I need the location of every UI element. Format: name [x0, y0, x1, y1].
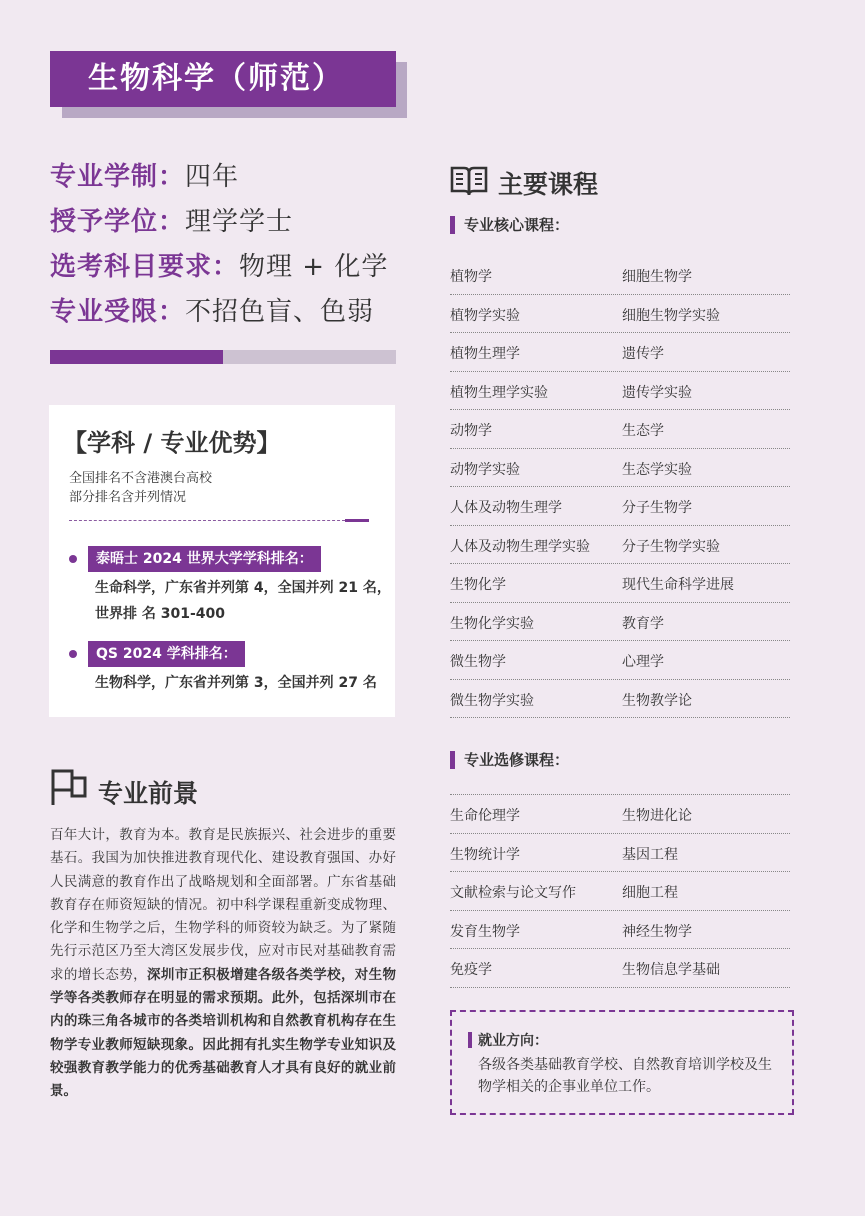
- course-row: [450, 564, 790, 603]
- book-icon: [450, 163, 488, 201]
- course-name: 生态学实验: [622, 461, 692, 478]
- course-name: 细胞生物学实验: [622, 307, 720, 324]
- bullet-icon: [69, 650, 77, 658]
- divider-progress-bar: [50, 350, 396, 364]
- course-name: 人体及动物生理学实验: [450, 538, 590, 555]
- info-value: 理学学士: [185, 207, 294, 237]
- course-row: [450, 487, 790, 526]
- course-row: [450, 949, 790, 988]
- info-label: 专业学制：: [50, 162, 186, 192]
- course-name: 植物生理学实验: [450, 384, 548, 401]
- course-row: [450, 372, 790, 411]
- course-row: [450, 256, 790, 295]
- info-value: 物理 + 化学: [239, 252, 389, 282]
- course-row: [450, 603, 790, 642]
- course-name: 生物化学: [450, 577, 506, 593]
- course-name: 发育生物学: [450, 923, 520, 940]
- course-name: 植物学实验: [450, 307, 520, 324]
- course-row: [450, 795, 790, 834]
- course-name: 生物化学实验: [450, 615, 534, 632]
- course-row: [450, 449, 790, 488]
- course-row: [450, 333, 790, 372]
- course-name: 文献检索与论文写作: [450, 885, 576, 901]
- course-name: 免疫学: [450, 962, 492, 978]
- course-name: 植物学: [450, 269, 492, 285]
- course-name: 生态学: [622, 423, 664, 439]
- core-courses-table: [450, 256, 790, 718]
- dashed-divider: [69, 520, 345, 521]
- course-name: 人体及动物生理学: [450, 500, 562, 516]
- course-row: [450, 410, 790, 449]
- course-name: 心理学: [622, 654, 664, 670]
- ranking-text-line: 生物科学，广东省并列第 3，全国并列 27 名: [95, 675, 377, 691]
- course-name: 生物教学论: [622, 692, 692, 709]
- course-name: 植物生理学: [450, 346, 520, 362]
- course-name: 遗传学实验: [622, 384, 692, 401]
- info-subjects: [50, 251, 388, 283]
- info-restriction: [50, 296, 374, 328]
- ranking-text-line: 世界排 名 301-400: [95, 606, 226, 622]
- course-name: 现代生命科学进展: [622, 577, 734, 593]
- ranking-text-line: 生命科学，广东省并列第 4，全国并列 21 名，: [95, 580, 391, 596]
- page-title: 生物科学（师范）: [50, 51, 396, 107]
- course-name: 分子生物学: [622, 500, 692, 516]
- info-label: 专业受限：: [50, 297, 186, 327]
- ranking-tag-times: 泰晤士 2024 世界大学学科排名：: [88, 546, 321, 572]
- advantage-subtitle-2: 部分排名含并列情况: [69, 490, 187, 505]
- course-name: 教育学: [622, 615, 664, 632]
- course-name: 分子生物学实验: [622, 538, 720, 555]
- course-row: [450, 295, 790, 334]
- advantage-subtitle-1: 全国排名不含港澳台高校: [69, 471, 213, 486]
- divider-accent: [345, 519, 369, 522]
- course-name: 微生物学: [450, 654, 506, 670]
- course-name: 神经生物学: [622, 923, 692, 940]
- info-degree: [50, 206, 293, 238]
- info-value: 四年: [185, 162, 240, 192]
- core-courses-heading: 专业核心课程：: [450, 215, 569, 235]
- course-name: 微生物学实验: [450, 692, 534, 709]
- course-name: 生物统计学: [450, 846, 520, 863]
- course-row: [450, 911, 790, 950]
- course-row: [450, 872, 790, 911]
- career-text: 各级各类基础教育学校、自然教育培训学校及生物学相关的企事业单位工作。: [478, 1057, 772, 1095]
- course-row: [450, 834, 790, 873]
- career-title: 就业方向：: [468, 1030, 548, 1050]
- flag-icon: [50, 768, 88, 810]
- courses-heading: 主要课程: [498, 170, 599, 199]
- prospects-heading: 专业前景: [98, 779, 199, 808]
- bullet-icon: [69, 555, 77, 563]
- career-box: [450, 1010, 794, 1115]
- info-label: 授予学位：: [50, 207, 186, 237]
- prospects-text-bold: 深圳市正积极增建各级各类学校，对生物学等各类教师存在明显的需求预期。此外，包括深圳市在内的珠三角各城市的各类培训机构和自然教育机构存在生物学专业教师短缺现象。因此拥有扎实生物学专业知识及较强教育教学能力的优秀基础教育人才具有良好的就业前景。: [50, 966, 397, 1100]
- advantage-title: 【学科 / 专业优势】: [63, 429, 281, 457]
- course-row: [450, 641, 790, 680]
- course-name: 生物进化论: [622, 808, 692, 824]
- course-name: 生命伦理学: [450, 808, 520, 824]
- info-duration: [50, 161, 239, 193]
- ranking-tag-qs: QS 2024 学科排名：: [88, 641, 245, 667]
- course-name: 遗传学: [622, 346, 664, 362]
- course-name: 动物学实验: [450, 461, 520, 478]
- course-row: [450, 526, 790, 565]
- course-name: 生物信息学基础: [622, 962, 720, 978]
- course-row: [450, 680, 790, 719]
- elective-courses-table: [450, 794, 790, 988]
- prospects-text: 百年大计，教育为本。教育是民族振兴、社会进步的重要基石。我国为加快推进教育现代化、建设教育强国、办好人民满意的教育作出了战略规划和全面部署。广东省基础教育存在师资短缺的情况。初中科学课程重新变成物理、化学和生物学之后，生物学科的师资较为缺乏。为了紧随先行示范区乃至大湾区发展步伐，应对市民对基础教育需求的增长态势，: [50, 827, 396, 983]
- info-value: 不招色盲、色弱: [185, 297, 375, 327]
- elective-courses-heading: 专业选修课程：: [450, 750, 569, 770]
- course-name: 细胞生物学: [622, 269, 692, 285]
- progress-fill: [50, 350, 223, 364]
- advantage-card: [49, 405, 395, 717]
- course-name: 动物学: [450, 423, 492, 439]
- course-name: 细胞工程: [622, 885, 678, 901]
- course-name: 基因工程: [622, 846, 678, 863]
- info-label: 选考科目要求：: [50, 252, 240, 282]
- prospects-paragraph: [50, 824, 396, 1104]
